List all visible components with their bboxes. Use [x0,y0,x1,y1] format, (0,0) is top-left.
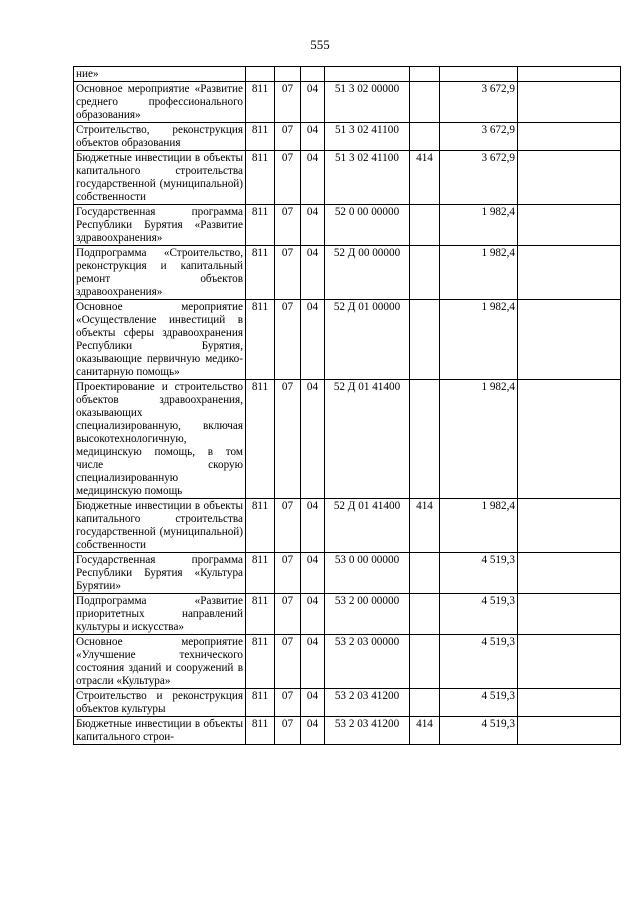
extra-column [518,246,621,300]
ministry-code: 811 [246,553,275,594]
subsection-code: 04 [301,689,325,717]
row-description: Бюджетные инвестиции в объекты капитального строи- [74,717,246,745]
row-description: Государственная программа Республики Бурятия «Развитие здравоохранения» [74,205,246,246]
extra-column [518,205,621,246]
row-description: Подпрограмма «Строительство, реконструкция и капитальный ремонт объектов здравоохранения» [74,246,246,300]
ministry-code: 811 [246,151,275,205]
table-row [74,82,621,123]
ministry-code [246,67,275,82]
amount: 1 982,4 [440,380,518,499]
amount: 4 519,3 [440,717,518,745]
ministry-code: 811 [246,717,275,745]
target-article-code: 53 2 00 00000 [325,594,410,635]
table-row [74,67,621,82]
subsection-code: 04 [301,123,325,151]
section-code: 07 [275,151,301,205]
ministry-code: 811 [246,246,275,300]
target-article-code: 53 2 03 00000 [325,635,410,689]
table-row [74,380,621,499]
row-description: Бюджетные инвестиции в объекты капитального строительства государственной (муниципальной) собственности [74,499,246,553]
amount: 1 982,4 [440,499,518,553]
amount: 3 672,9 [440,123,518,151]
section-code: 07 [275,717,301,745]
expense-type-code [410,67,440,82]
row-description: ние» [74,67,246,82]
ministry-code: 811 [246,689,275,717]
subsection-code [301,67,325,82]
ministry-code: 811 [246,635,275,689]
target-article-code: 53 2 03 41200 [325,689,410,717]
budget-table [73,66,621,745]
amount: 1 982,4 [440,246,518,300]
target-article-code: 52 Д 01 00000 [325,300,410,380]
amount: 4 519,3 [440,553,518,594]
subsection-code: 04 [301,717,325,745]
section-code: 07 [275,635,301,689]
subsection-code: 04 [301,205,325,246]
table-row [74,499,621,553]
amount: 1 982,4 [440,205,518,246]
row-description: Основное мероприятие «Развитие среднего профессионального образования» [74,82,246,123]
table-row [74,717,621,745]
expense-type-code [410,205,440,246]
extra-column [518,151,621,205]
section-code: 07 [275,380,301,499]
row-description: Проектирование и строительство объектов здравоохранения, оказывающих специализированную, включая высокотехнологичную, медицинскую помощь, в том числе скорую специализированную медицинскую помощь [74,380,246,499]
target-article-code: 53 2 03 41200 [325,717,410,745]
subsection-code: 04 [301,246,325,300]
row-description: Основное мероприятие «Осуществление инвестиций в объекты сферы здравоохранения Республики Бурятия, оказывающие первичную медико-санитарную помощь» [74,300,246,380]
row-description: Бюджетные инвестиции в объекты капитального строительства государственной (муниципальной) собственности [74,151,246,205]
expense-type-code [410,300,440,380]
extra-column [518,82,621,123]
target-article-code: 52 Д 01 41400 [325,499,410,553]
section-code: 07 [275,123,301,151]
extra-column [518,594,621,635]
table-row [74,689,621,717]
section-code: 07 [275,689,301,717]
ministry-code: 811 [246,594,275,635]
expense-type-code: 414 [410,717,440,745]
ministry-code: 811 [246,205,275,246]
subsection-code: 04 [301,82,325,123]
amount: 3 672,9 [440,151,518,205]
section-code: 07 [275,205,301,246]
table-row [74,635,621,689]
table-row [74,246,621,300]
table-row [74,594,621,635]
table-row [74,300,621,380]
target-article-code: 52 Д 01 41400 [325,380,410,499]
section-code: 07 [275,553,301,594]
section-code: 07 [275,499,301,553]
row-description: Основное мероприятие «Улучшение технического состояния зданий и сооружений в отрасли «Культура» [74,635,246,689]
table-row [74,553,621,594]
section-code: 07 [275,246,301,300]
ministry-code: 811 [246,82,275,123]
subsection-code: 04 [301,635,325,689]
amount: 3 672,9 [440,82,518,123]
target-article-code: 53 0 00 00000 [325,553,410,594]
extra-column [518,123,621,151]
table-body [74,67,621,745]
subsection-code: 04 [301,300,325,380]
expense-type-code: 414 [410,499,440,553]
ministry-code: 811 [246,499,275,553]
target-article-code: 52 0 00 00000 [325,205,410,246]
extra-column [518,689,621,717]
expense-type-code [410,380,440,499]
ministry-code: 811 [246,300,275,380]
subsection-code: 04 [301,380,325,499]
amount: 4 519,3 [440,635,518,689]
extra-column [518,635,621,689]
section-code: 07 [275,594,301,635]
target-article-code [325,67,410,82]
section-code [275,67,301,82]
page-number: 555 [310,37,330,52]
row-description: Строительство, реконструкция объектов образования [74,123,246,151]
target-article-code: 51 3 02 41100 [325,123,410,151]
amount: 4 519,3 [440,689,518,717]
extra-column [518,67,621,82]
row-description: Подпрограмма «Развитие приоритетных направлений культуры и искусства» [74,594,246,635]
subsection-code: 04 [301,499,325,553]
ministry-code: 811 [246,380,275,499]
ministry-code: 811 [246,123,275,151]
extra-column [518,553,621,594]
row-description: Государственная программа Республики Бурятия «Культура Бурятии» [74,553,246,594]
table-row [74,205,621,246]
table-row [74,151,621,205]
extra-column [518,380,621,499]
subsection-code: 04 [301,151,325,205]
expense-type-code [410,82,440,123]
subsection-code: 04 [301,594,325,635]
extra-column [518,717,621,745]
expense-type-code [410,246,440,300]
section-code: 07 [275,300,301,380]
extra-column [518,499,621,553]
extra-column [518,300,621,380]
row-description: Строительство и реконструкция объектов культуры [74,689,246,717]
amount [440,67,518,82]
expense-type-code [410,689,440,717]
expense-type-code [410,123,440,151]
section-code: 07 [275,82,301,123]
table-row [74,123,621,151]
subsection-code: 04 [301,553,325,594]
target-article-code: 52 Д 00 00000 [325,246,410,300]
expense-type-code [410,594,440,635]
expense-type-code [410,635,440,689]
target-article-code: 51 3 02 41100 [325,151,410,205]
target-article-code: 51 3 02 00000 [325,82,410,123]
expense-type-code: 414 [410,151,440,205]
amount: 1 982,4 [440,300,518,380]
expense-type-code [410,553,440,594]
amount: 4 519,3 [440,594,518,635]
